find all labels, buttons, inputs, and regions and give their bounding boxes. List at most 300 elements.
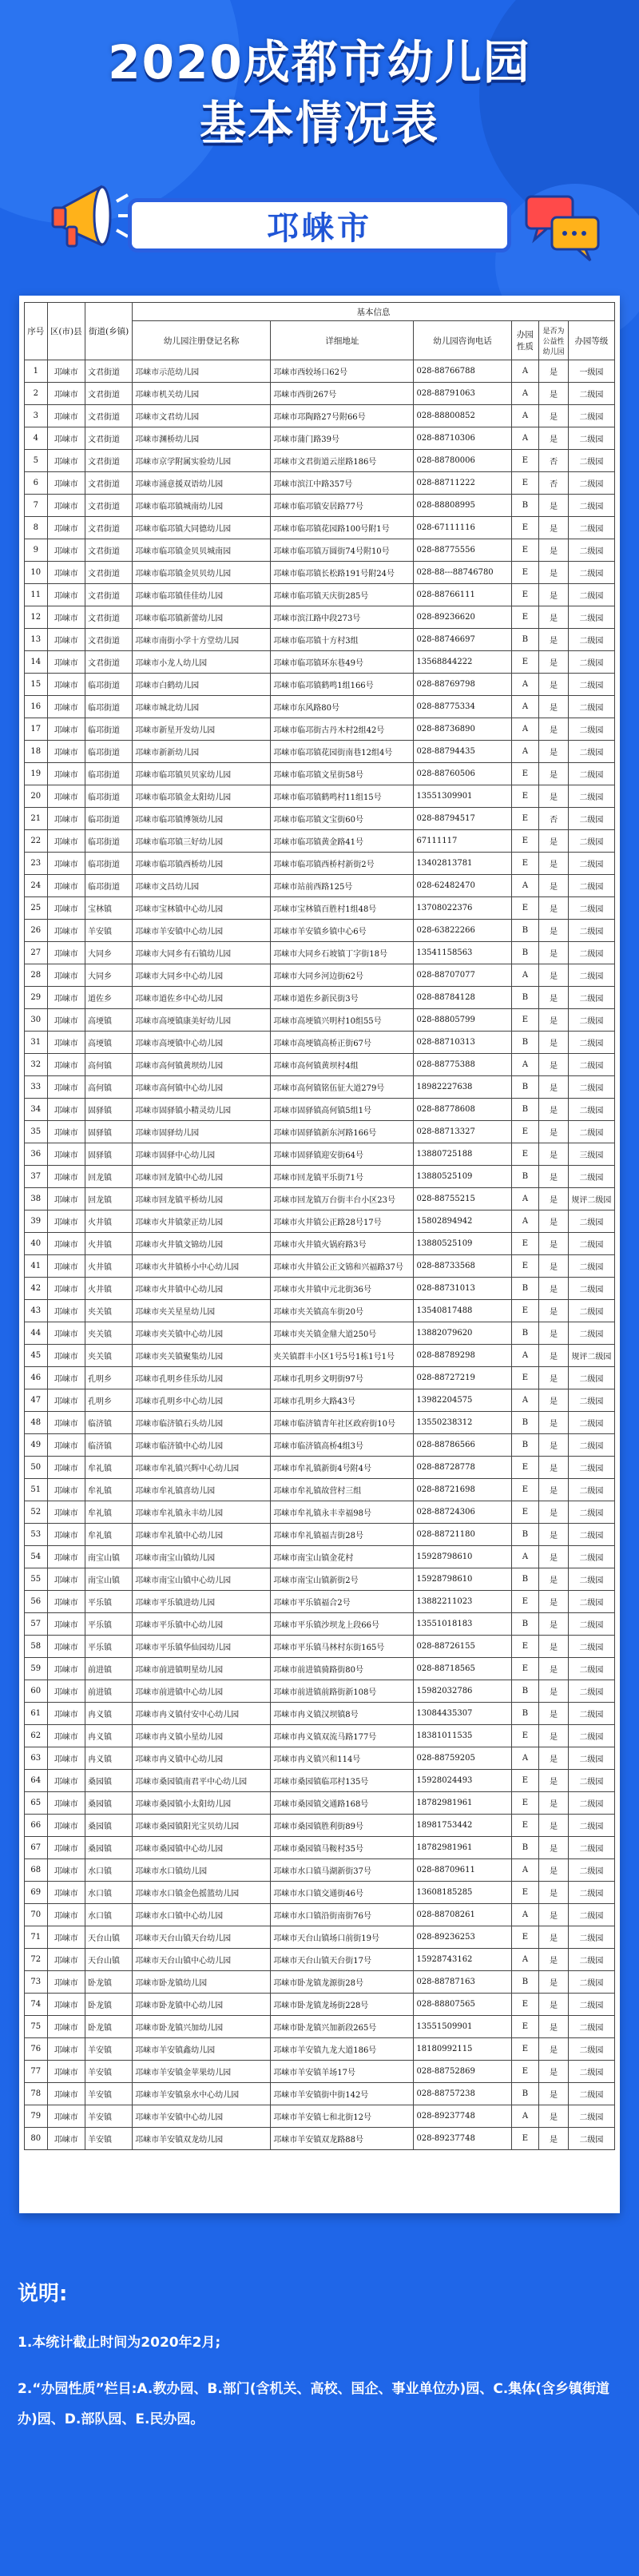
cell-district: 邛崃市 (47, 1166, 85, 1188)
cell-street: 卧龙镇 (85, 1971, 133, 1994)
cell-public: 是 (539, 360, 569, 383)
cell-address: 邛崃市夹关镇金鼎大道250号 (271, 1322, 414, 1345)
cell-street: 前进镇 (85, 1680, 133, 1703)
cell-street: 牟礼镇 (85, 1479, 133, 1501)
cell-street: 牟礼镇 (85, 1501, 133, 1524)
cell-street: 文君街道 (85, 517, 133, 539)
cell-nature: E (511, 584, 539, 606)
cell-district: 邛崃市 (47, 1278, 85, 1300)
cell-nature: E (511, 1770, 539, 1792)
cell-street: 临邛街道 (85, 718, 133, 741)
cell-index: 9 (25, 539, 48, 562)
cell-public: 是 (539, 606, 569, 629)
cell-district: 邛崃市 (47, 853, 85, 875)
cell-index: 64 (25, 1770, 48, 1792)
cell-public: 是 (539, 897, 569, 920)
table-sheet (19, 296, 620, 2213)
cell-phone: 028-88766788 (414, 360, 511, 383)
cell-public: 是 (539, 1345, 569, 1367)
cell-phone: 028-88721180 (414, 1524, 511, 1546)
cell-district: 邛崃市 (47, 427, 85, 450)
cell-name: 邛崃市水口镇金色摇篮幼儿园 (133, 1882, 271, 1904)
cell-district: 邛崃市 (47, 1837, 85, 1859)
cell-name: 邛崃市高埂镇中心幼儿园 (133, 1032, 271, 1054)
header (0, 32, 639, 153)
cell-phone: 18982227638 (414, 1076, 511, 1099)
kindergarten-table (24, 302, 615, 2150)
cell-district: 邛崃市 (47, 1255, 85, 1278)
cell-name: 邛崃市固驿镇小精灵幼儿园 (133, 1099, 271, 1121)
cell-name: 邛崃市天台山镇中心幼儿园 (133, 1949, 271, 1971)
cell-public: 是 (539, 920, 569, 942)
cell-name: 邛崃市涌意援双语幼儿园 (133, 472, 271, 495)
cell-name: 邛崃市临邛镇新蕾幼儿园 (133, 606, 271, 629)
cell-index: 57 (25, 1613, 48, 1636)
table-row (25, 450, 615, 472)
cell-nature: A (511, 2105, 539, 2128)
cell-street: 水口镇 (85, 1859, 133, 1882)
cell-index: 38 (25, 1188, 48, 1210)
table-row (25, 2016, 615, 2038)
cell-public: 是 (539, 2128, 569, 2150)
table-row (25, 920, 615, 942)
cell-address: 邛崃市冉义镇兴和114号 (271, 1747, 414, 1770)
cell-public: 是 (539, 1076, 569, 1099)
cell-address: 邛崃市西较场口62号 (271, 360, 414, 383)
cell-nature: E (511, 1994, 539, 2016)
cell-address: 邛崃市大同乡河边街62号 (271, 964, 414, 987)
cell-public: 是 (539, 1926, 569, 1949)
table-row (25, 562, 615, 584)
cell-grade: 二级园 (568, 584, 614, 606)
cell-name: 邛崃市牟礼镇喜幼儿园 (133, 1479, 271, 1501)
cell-phone: 15928024493 (414, 1770, 511, 1792)
cell-nature: E (511, 517, 539, 539)
cell-phone: 13568844222 (414, 651, 511, 674)
chat-bubbles-icon (523, 192, 603, 264)
cell-address: 邛崃市火井镇中元北街36号 (271, 1278, 414, 1300)
cell-address: 邛崃市临邛镇万圆街74号附10号 (271, 539, 414, 562)
cell-index: 69 (25, 1882, 48, 1904)
cell-nature: E (511, 853, 539, 875)
cell-district: 邛崃市 (47, 830, 85, 853)
cell-index: 24 (25, 875, 48, 897)
cell-index: 76 (25, 2038, 48, 2061)
cell-public: 是 (539, 1434, 569, 1457)
cell-name: 邛崃市桑园镇阳光宝贝幼儿园 (133, 1815, 271, 1837)
cell-public: 是 (539, 942, 569, 964)
cell-phone: 028-88759205 (414, 1747, 511, 1770)
cell-grade: 二级园 (568, 651, 614, 674)
cell-address: 邛崃市水口镇沿街南街76号 (271, 1904, 414, 1926)
cell-index: 20 (25, 785, 48, 808)
cell-nature: E (511, 1121, 539, 1143)
cell-index: 51 (25, 1479, 48, 1501)
cell-address: 邛崃市临邛镇安居路77号 (271, 495, 414, 517)
cell-street: 临济镇 (85, 1434, 133, 1457)
cell-nature: E (511, 808, 539, 830)
cell-index: 49 (25, 1434, 48, 1457)
cell-street: 南宝山镇 (85, 1568, 133, 1591)
cell-street: 桑园镇 (85, 1792, 133, 1815)
cell-index: 14 (25, 651, 48, 674)
cell-index: 33 (25, 1076, 48, 1099)
cell-index: 73 (25, 1971, 48, 1994)
cell-public: 是 (539, 987, 569, 1009)
cell-district: 邛崃市 (47, 763, 85, 785)
table-row (25, 1680, 615, 1703)
cell-nature: A (511, 1747, 539, 1770)
cell-street: 羊安镇 (85, 2128, 133, 2150)
cell-phone: 028-88769798 (414, 674, 511, 696)
cell-name: 邛崃市回龙镇中心幼儿园 (133, 1166, 271, 1188)
cell-district: 邛崃市 (47, 1815, 85, 1837)
cell-grade: 二级园 (568, 1591, 614, 1613)
cell-public: 是 (539, 1837, 569, 1859)
table-row (25, 1389, 615, 1412)
cell-phone: 028-88727219 (414, 1367, 511, 1389)
table-row (25, 1412, 615, 1434)
cell-district: 邛崃市 (47, 1882, 85, 1904)
cell-street: 固驿镇 (85, 1099, 133, 1121)
cell-public: 是 (539, 1747, 569, 1770)
cell-street: 高埂镇 (85, 1009, 133, 1032)
cell-index: 3 (25, 405, 48, 427)
cell-district: 邛崃市 (47, 450, 85, 472)
cell-public: 是 (539, 495, 569, 517)
cell-grade: 二级园 (568, 1792, 614, 1815)
cell-index: 37 (25, 1166, 48, 1188)
cell-name: 邛崃市大同乡中心幼儿园 (133, 964, 271, 987)
cell-index: 36 (25, 1143, 48, 1166)
cell-public: 是 (539, 1770, 569, 1792)
cell-name: 邛崃市桑园镇中心幼儿园 (133, 1837, 271, 1859)
cell-grade: 二级园 (568, 1032, 614, 1054)
cell-grade: 二级园 (568, 1613, 614, 1636)
cell-street: 羊安镇 (85, 2105, 133, 2128)
cell-address: 邛崃市东风路80号 (271, 696, 414, 718)
cell-phone: 13551018183 (414, 1613, 511, 1636)
cell-district: 邛崃市 (47, 1457, 85, 1479)
cell-name: 邛崃市孔明乡佳乐幼儿园 (133, 1367, 271, 1389)
cell-public: 是 (539, 1949, 569, 1971)
cell-street: 天台山镇 (85, 1949, 133, 1971)
cell-nature: E (511, 1658, 539, 1680)
cell-public: 是 (539, 2105, 569, 2128)
cell-address: 邛崃市高埂镇高桥正街67号 (271, 1032, 414, 1054)
cell-public: 是 (539, 584, 569, 606)
cell-grade: 二级园 (568, 1680, 614, 1703)
cell-street: 文君街道 (85, 606, 133, 629)
cell-address: 邛崃市平乐镇马林村东街165号 (271, 1636, 414, 1658)
cell-phone: 028-88800852 (414, 405, 511, 427)
cell-index: 42 (25, 1278, 48, 1300)
cell-public: 是 (539, 1636, 569, 1658)
table-row (25, 696, 615, 718)
cell-public: 是 (539, 1703, 569, 1725)
cell-phone: 028-88733568 (414, 1255, 511, 1278)
table-row (25, 853, 615, 875)
cell-public: 是 (539, 1009, 569, 1032)
cell-street: 羊安镇 (85, 920, 133, 942)
cell-phone: 028-88805799 (414, 1009, 511, 1032)
cell-district: 邛崃市 (47, 696, 85, 718)
cell-street: 冉义镇 (85, 1703, 133, 1725)
cell-phone: 028-89236620 (414, 606, 511, 629)
cell-public: 是 (539, 2016, 569, 2038)
cell-grade: 二级园 (568, 964, 614, 987)
cell-public: 是 (539, 1322, 569, 1345)
cell-public: 是 (539, 763, 569, 785)
cell-public: 是 (539, 1143, 569, 1166)
cell-nature: E (511, 1255, 539, 1278)
cell-address: 邛崃市牟礼镇故营村三组 (271, 1479, 414, 1501)
cell-nature: E (511, 606, 539, 629)
cell-phone: 028-88784128 (414, 987, 511, 1009)
cell-index: 60 (25, 1680, 48, 1703)
cell-index: 65 (25, 1792, 48, 1815)
cell-name: 邛崃市夹关星星幼儿园 (133, 1300, 271, 1322)
cell-phone: 13540817488 (414, 1300, 511, 1322)
cell-address: 邛崃市大同乡石坡镇丁字街18号 (271, 942, 414, 964)
table-row (25, 1300, 615, 1322)
cell-district: 邛崃市 (47, 2038, 85, 2061)
cell-name: 邛崃市临邛镇三好幼儿园 (133, 830, 271, 853)
cell-nature: B (511, 629, 539, 651)
cell-phone: 028-88746697 (414, 629, 511, 651)
cell-nature: B (511, 1568, 539, 1591)
cell-name: 邛崃市羊安镇金苹果幼儿园 (133, 2061, 271, 2083)
cell-address: 邛崃市水口镇交通街46号 (271, 1882, 414, 1904)
cell-nature: E (511, 2128, 539, 2150)
cell-phone: 028-88760506 (414, 763, 511, 785)
cell-street: 水口镇 (85, 1904, 133, 1926)
cell-name: 邛崃市文君幼儿园 (133, 405, 271, 427)
cell-name: 邛崃市平乐镇进幼儿园 (133, 1591, 271, 1613)
cell-public: 是 (539, 718, 569, 741)
cell-district: 邛崃市 (47, 2061, 85, 2083)
cell-name: 邛崃市羊安镇泉水中心幼儿园 (133, 2083, 271, 2105)
cell-district: 邛崃市 (47, 808, 85, 830)
cell-district: 邛崃市 (47, 472, 85, 495)
cell-phone: 028-88721698 (414, 1479, 511, 1501)
cell-district: 邛崃市 (47, 1971, 85, 1994)
table-row (25, 1345, 615, 1367)
cell-phone: 028-88757238 (414, 2083, 511, 2105)
cell-district: 邛崃市 (47, 1322, 85, 1345)
cell-nature: E (511, 1792, 539, 1815)
table-row (25, 1434, 615, 1457)
cell-district: 邛崃市 (47, 1233, 85, 1255)
table-row (25, 517, 615, 539)
cell-index: 26 (25, 920, 48, 942)
cell-grade: 二级园 (568, 1501, 614, 1524)
cell-address: 邛崃市滨江中路357号 (271, 472, 414, 495)
table-row (25, 1636, 615, 1658)
table-row (25, 405, 615, 427)
table-row (25, 495, 615, 517)
cell-public: 是 (539, 1233, 569, 1255)
cell-grade: 二级园 (568, 1949, 614, 1971)
table-row (25, 584, 615, 606)
cell-address: 邛崃市临邛镇天庆街285号 (271, 584, 414, 606)
cell-street: 水口镇 (85, 1882, 133, 1904)
cell-public: 是 (539, 1971, 569, 1994)
cell-address: 邛崃市火井镇火锅府路3号 (271, 1233, 414, 1255)
table-row (25, 1233, 615, 1255)
cell-public: 否 (539, 472, 569, 495)
cell-public: 是 (539, 427, 569, 450)
cell-name: 邛崃市卧龙镇中心幼儿园 (133, 1994, 271, 2016)
cell-name: 邛崃市临邛镇贝贝家幼儿园 (133, 763, 271, 785)
cell-street: 羊安镇 (85, 2083, 133, 2105)
cell-nature: E (511, 1479, 539, 1501)
cell-phone: 028-88766111 (414, 584, 511, 606)
cell-grade: 二级园 (568, 1770, 614, 1792)
cell-district: 邛崃市 (47, 1792, 85, 1815)
cell-grade: 二级园 (568, 674, 614, 696)
cell-street: 道佐乡 (85, 987, 133, 1009)
cell-name: 邛崃市桑园镇南君平中心幼儿园 (133, 1770, 271, 1792)
cell-address: 邛崃市临邛镇环东巷49号 (271, 651, 414, 674)
cell-name: 邛崃市道佐乡中心幼儿园 (133, 987, 271, 1009)
cell-street: 临邛街道 (85, 808, 133, 830)
cell-district: 邛崃市 (47, 539, 85, 562)
cell-public: 否 (539, 808, 569, 830)
cell-address: 邛崃市火井镇公正路28号17号 (271, 1210, 414, 1233)
cell-public: 是 (539, 1524, 569, 1546)
cell-street: 火井镇 (85, 1233, 133, 1255)
cell-phone: 028-88708261 (414, 1904, 511, 1926)
cell-index: 40 (25, 1233, 48, 1255)
table-row (25, 964, 615, 987)
cell-public: 是 (539, 1032, 569, 1054)
cell-district: 邛崃市 (47, 2083, 85, 2105)
cell-public: 是 (539, 1210, 569, 1233)
table-row (25, 1658, 615, 1680)
cell-nature: E (511, 1300, 539, 1322)
cell-nature: E (511, 1725, 539, 1747)
cell-street: 孔明乡 (85, 1367, 133, 1389)
cell-street: 羊安镇 (85, 2061, 133, 2083)
cell-grade: 一级园 (568, 360, 614, 383)
cell-name: 邛崃市临邛镇佳佳幼儿园 (133, 584, 271, 606)
cell-index: 58 (25, 1636, 48, 1658)
cell-index: 13 (25, 629, 48, 651)
cell-index: 2 (25, 383, 48, 405)
cell-nature: B (511, 1837, 539, 1859)
cell-name: 邛崃市临邛镇大同德幼儿园 (133, 517, 271, 539)
cell-district: 邛崃市 (47, 517, 85, 539)
cell-name: 邛崃市机关幼儿园 (133, 383, 271, 405)
cell-street: 高埂镇 (85, 1032, 133, 1054)
cell-grade: 二级园 (568, 2083, 614, 2105)
cell-street: 牟礼镇 (85, 1524, 133, 1546)
cell-name: 邛崃市牟礼镇兴辉中心幼儿园 (133, 1457, 271, 1479)
cell-address: 邛崃市临济镇高桥4组3号 (271, 1434, 414, 1457)
cell-phone: 028-63822266 (414, 920, 511, 942)
cell-address: 邛崃市临邛镇十方村3组 (271, 629, 414, 651)
table-row (25, 1994, 615, 2016)
cell-index: 74 (25, 1994, 48, 2016)
header-index: 序号 (25, 303, 48, 360)
cell-phone: 18782981961 (414, 1837, 511, 1859)
cell-nature: B (511, 1099, 539, 1121)
cell-address: 邛崃市卧龙镇龙场街228号 (271, 1994, 414, 2016)
cell-name: 邛崃市文昌幼儿园 (133, 875, 271, 897)
city-banner (128, 198, 511, 252)
cell-index: 71 (25, 1926, 48, 1949)
cell-street: 回龙镇 (85, 1166, 133, 1188)
cell-public: 是 (539, 1658, 569, 1680)
notes (18, 2277, 625, 2451)
cell-index: 43 (25, 1300, 48, 1322)
cell-name: 邛崃市夹关镇聚集幼儿园 (133, 1345, 271, 1367)
cell-address: 邛崃市桑园镇临邛村135号 (271, 1770, 414, 1792)
cell-address: 邛崃市回龙镇万台街丰台小区23号 (271, 1188, 414, 1210)
cell-district: 邛崃市 (47, 1143, 85, 1166)
cell-nature: E (511, 2038, 539, 2061)
cell-nature: E (511, 763, 539, 785)
cell-grade: 三级园 (568, 1143, 614, 1166)
cell-name: 邛崃市牟礼镇中心幼儿园 (133, 1524, 271, 1546)
cell-district: 邛崃市 (47, 1524, 85, 1546)
cell-address: 邛崃市羊安镇七和北街12号 (271, 2105, 414, 2128)
cell-district: 邛崃市 (47, 562, 85, 584)
cell-street: 文君街道 (85, 562, 133, 584)
cell-district: 邛崃市 (47, 651, 85, 674)
header-public: 是否为公益性幼儿园 (539, 321, 569, 360)
table-row (25, 383, 615, 405)
cell-name: 邛崃市冉义镇中心幼儿园 (133, 1747, 271, 1770)
cell-address: 邛崃市回龙镇平乐街71号 (271, 1166, 414, 1188)
table-body (25, 360, 615, 2150)
cell-nature: E (511, 785, 539, 808)
title-line-1: 2020成都市幼儿园 (108, 35, 531, 89)
cell-index: 22 (25, 830, 48, 853)
cell-address: 邛崃市高何镇黄坝村4组 (271, 1054, 414, 1076)
cell-nature: A (511, 1859, 539, 1882)
cell-address: 邛崃市临邛镇鹤鸣村11组15号 (271, 785, 414, 808)
cell-address: 邛崃市临邛镇花园街南巷12组4号 (271, 741, 414, 763)
cell-name: 邛崃市孔明乡中心幼儿园 (133, 1389, 271, 1412)
cell-index: 35 (25, 1121, 48, 1143)
cell-phone: 028-88755215 (414, 1188, 511, 1210)
table-row (25, 1837, 615, 1859)
cell-district: 邛崃市 (47, 2105, 85, 2128)
cell-index: 23 (25, 853, 48, 875)
table-row (25, 1792, 615, 1815)
cell-name: 邛崃市新星开发幼儿园 (133, 718, 271, 741)
cell-public: 是 (539, 405, 569, 427)
cell-index: 55 (25, 1568, 48, 1591)
cell-street: 火井镇 (85, 1210, 133, 1233)
cell-phone: 18180992115 (414, 2038, 511, 2061)
cell-phone: 18782981961 (414, 1792, 511, 1815)
cell-nature: B (511, 920, 539, 942)
cell-grade: 二级园 (568, 1994, 614, 2016)
cell-street: 固驿镇 (85, 1143, 133, 1166)
cell-street: 临邛街道 (85, 696, 133, 718)
cell-nature: E (511, 1636, 539, 1658)
cell-district: 邛崃市 (47, 629, 85, 651)
cell-public: 是 (539, 1367, 569, 1389)
cell-nature: E (511, 897, 539, 920)
cell-district: 邛崃市 (47, 1032, 85, 1054)
cell-district: 邛崃市 (47, 1210, 85, 1233)
cell-index: 72 (25, 1949, 48, 1971)
cell-phone: 13882211023 (414, 1591, 511, 1613)
